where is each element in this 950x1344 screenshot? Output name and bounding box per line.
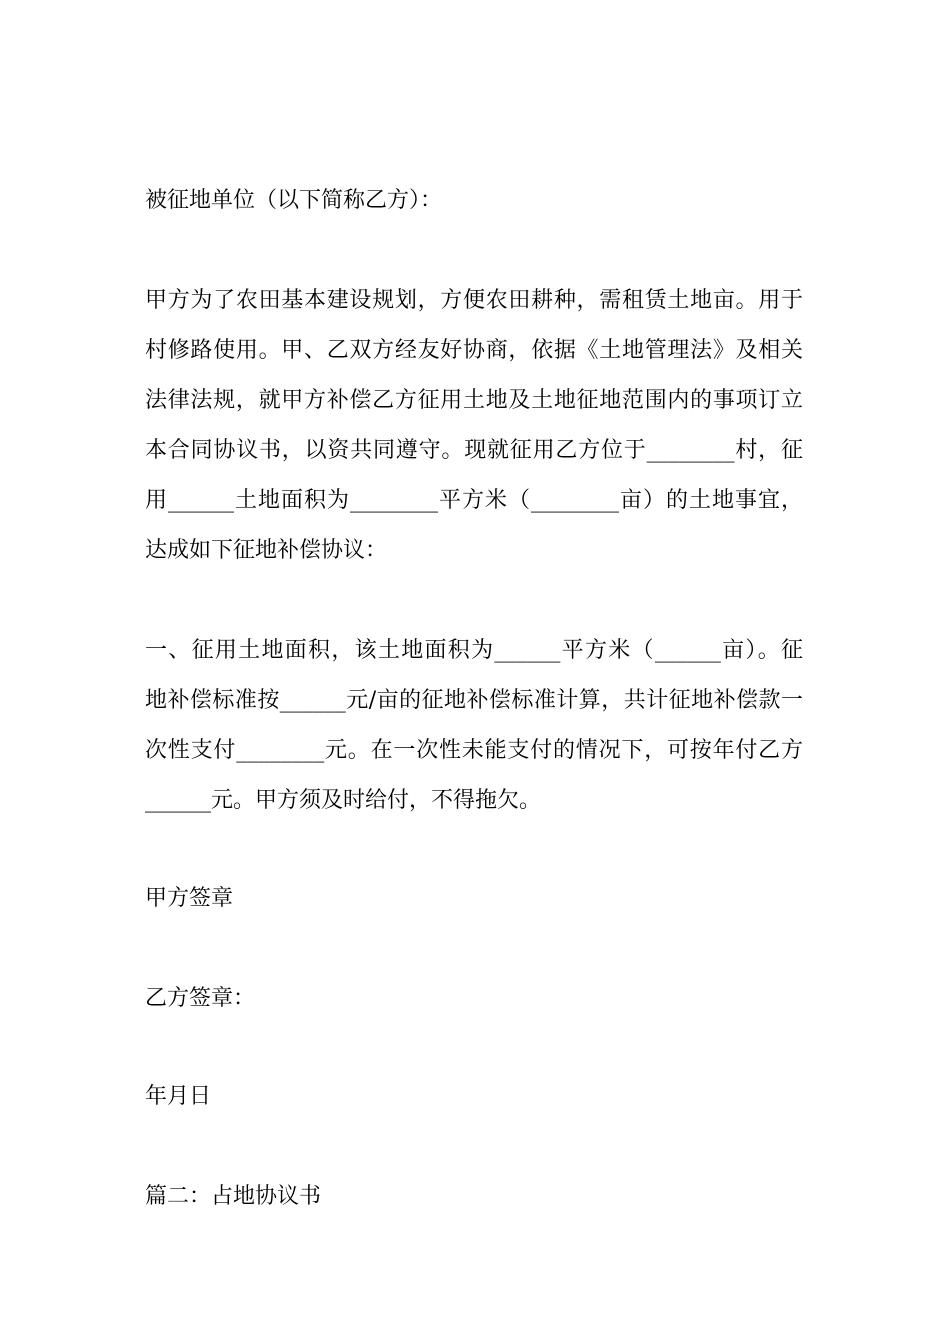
intro-line: 用______土地面积为________平方米（________亩）的土地事宜，: [145, 488, 803, 513]
intro-line: 村修路使用。甲、乙双方经友好协商，依据《土地管理法》及相关: [145, 338, 803, 363]
clause-line: 地补偿标准按______元/亩的征地补偿标准计算，共计征地补偿款一: [145, 688, 803, 713]
clause-line: ______元。甲方须及时给付，不得拖欠。: [145, 788, 542, 813]
intro-line: 甲方为了农田基本建设规划，方便农田耕种，需租赁土地亩。用于: [145, 288, 803, 313]
party-b-signature: 乙方签章：: [145, 986, 256, 1011]
party-a-signature: 甲方签章: [145, 886, 234, 911]
intro-line: 法律法规，就甲方补偿乙方征用土地及土地征地范围内的事项订立: [145, 388, 803, 413]
clause-line: 一、征用土地面积，该土地面积为______平方米（______亩）。征: [145, 638, 803, 663]
intro-line: 达成如下征地补偿协议：: [145, 538, 388, 563]
clause-line: 次性支付________元。在一次性未能支付的情况下，可按年付乙方: [145, 738, 803, 763]
party-b-heading: 被征地单位（以下简称乙方）：: [145, 188, 443, 213]
section-two-title: 篇二：占地协议书: [145, 1184, 322, 1209]
intro-line: 本合同协议书，以资共同遵守。现就征用乙方位于________村，征: [145, 438, 803, 463]
date-line: 年月日: [145, 1084, 212, 1109]
